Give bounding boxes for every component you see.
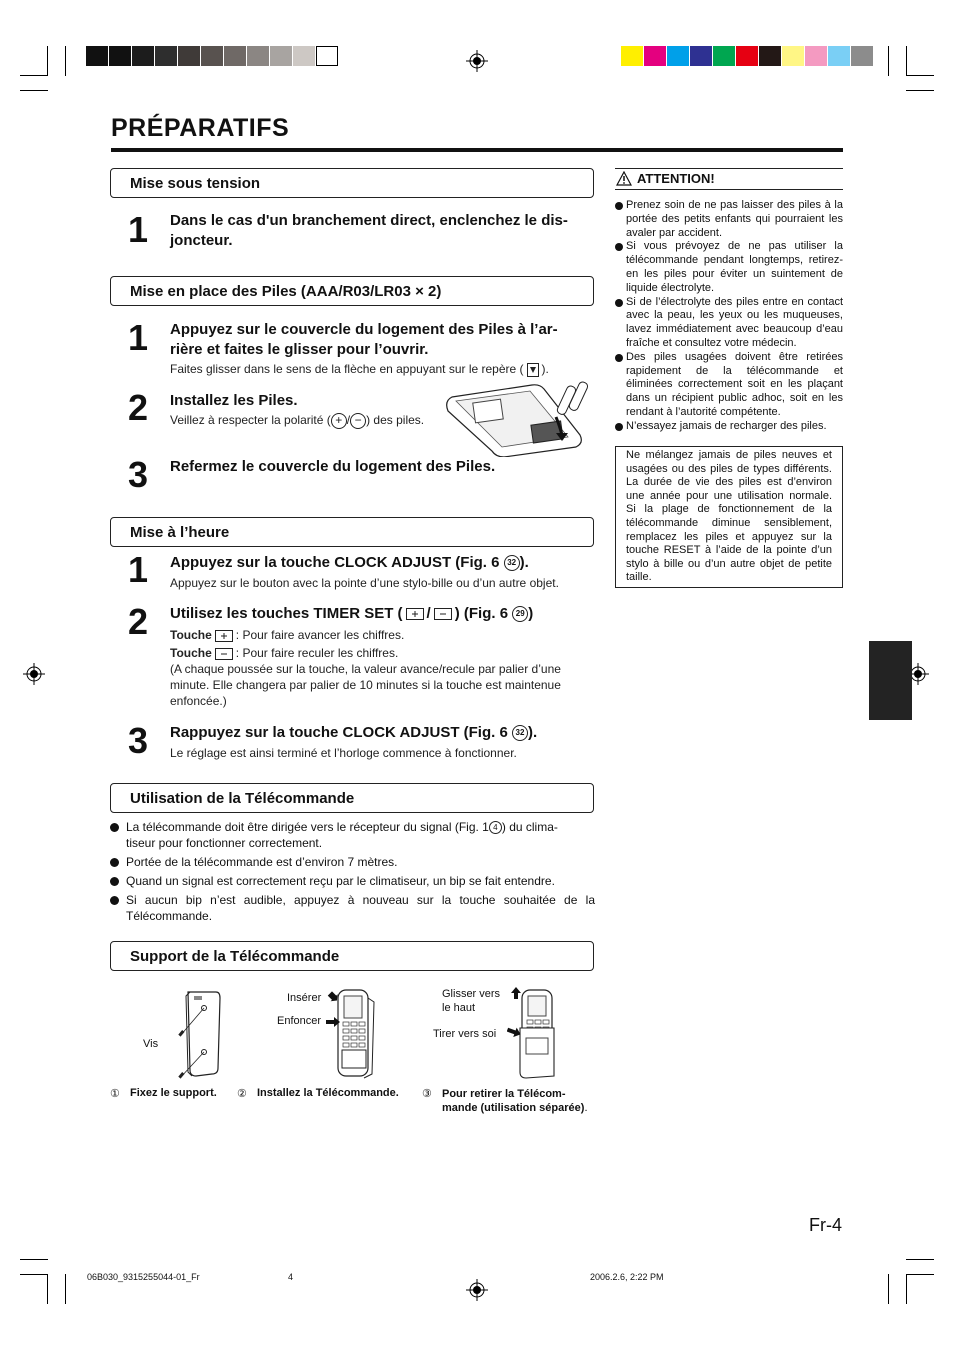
- color-swatch: [270, 46, 293, 66]
- crop-mark: [65, 46, 66, 76]
- attention-panel: [615, 168, 843, 434]
- color-swatch: [759, 46, 782, 66]
- color-swatch: [621, 46, 644, 66]
- step-note-paren: (A chaque poussée sur la touche, la valeur avance/recule par palier d’une minute. Elle changera par palier de 10 minutes si la touche est maintenue enfoncée.): [170, 662, 561, 708]
- language-tab: [869, 641, 912, 720]
- figure-caption: Pour retirer la Télécom- mande (utilisation séparée).: [442, 1088, 588, 1114]
- crop-mark: [906, 1274, 907, 1304]
- crop-mark: [888, 1274, 889, 1304]
- figure-label: Enfoncer: [277, 1015, 322, 1027]
- crop-mark: [47, 46, 48, 76]
- title-rule: [111, 148, 843, 152]
- plus-key-icon: [215, 630, 233, 642]
- section-heading-label: Mise à l’heure: [130, 524, 230, 541]
- step-title-line: joncteur.: [170, 232, 233, 249]
- minus-key-icon: [434, 608, 452, 620]
- section-heading-label: Support de la Télécommande: [130, 948, 340, 965]
- crop-mark: [65, 1274, 66, 1304]
- touche-minus-line: Touche : Pour faire reculer les chiffres.: [170, 646, 399, 660]
- crop-mark: [20, 1274, 48, 1275]
- color-swatch: [782, 46, 805, 66]
- section-heading-holder: [110, 941, 594, 971]
- warning-icon: [616, 171, 632, 186]
- crop-mark: [906, 90, 934, 91]
- step-note: Faites glisser dans le sens de la flèche en appuyant sur le repère ( ).: [170, 362, 549, 376]
- figure-label: Tirer vers soi: [433, 1028, 497, 1040]
- step-number: 2: [128, 601, 149, 642]
- step-title-line: rière et faites le glisser pour l’ouvrir.: [170, 341, 429, 358]
- slide-up-arrow-icon: [511, 987, 521, 999]
- grayscale-color-bar: [86, 46, 338, 66]
- process-color-bar: [621, 46, 874, 66]
- plus-key-icon: [406, 608, 424, 620]
- registration-mark-icon: [466, 1279, 488, 1301]
- section-heading-label: Mise en place des Piles (AAA/R03/LR03 × 2): [130, 283, 442, 300]
- crop-mark: [906, 46, 907, 76]
- figure-label: Vis: [143, 1038, 159, 1050]
- section-heading-label: Mise sous tension: [130, 175, 261, 192]
- page-title: PRÉPARATIFS: [111, 114, 290, 142]
- step-number: 3: [128, 454, 149, 495]
- section-heading-label: Utilisation de la Télécommande: [130, 790, 355, 807]
- bullet-icon: [615, 423, 623, 431]
- color-swatch: [132, 46, 155, 66]
- insert-arrow-icon: [326, 991, 338, 1003]
- step-title: [170, 320, 558, 360]
- bullet-icon: [110, 877, 119, 886]
- step-title: Utilisez les touches TIMER SET ( / ) (Fig. 6 29 ): [170, 605, 534, 622]
- crop-mark: [906, 1259, 934, 1260]
- bullet-icon: [615, 243, 623, 251]
- remote-battery-illustration: [444, 377, 596, 457]
- push-arrow-icon: [326, 1017, 340, 1027]
- step-title: Refermez le couvercle du logement des Piles.: [170, 458, 496, 475]
- figure-ref: 4: [489, 821, 502, 834]
- step-title: [170, 211, 568, 251]
- step-title-line: Dans le cas d'un branchement direct, enclenchez le dis-: [170, 212, 568, 229]
- color-swatch: [293, 46, 316, 66]
- step-note: Veillez à respecter la polarité ( + / − ) des piles.: [170, 412, 425, 427]
- step-number: 1: [128, 549, 149, 590]
- color-swatch: [805, 46, 828, 66]
- attention-list: [615, 199, 843, 434]
- figure-ref: 32: [504, 555, 520, 571]
- footer-date: 2006.2.6, 2:22 PM: [590, 1272, 664, 1282]
- list-item: Si aucun bip n’est audible, appuyez à nouveau sur la touche souhaitée de la Télécommande.: [110, 892, 595, 924]
- remote-in-holder-illustration: [334, 988, 378, 1080]
- crop-mark: [906, 75, 934, 76]
- step-title: Rappuyez sur la touche CLOCK ADJUST (Fig. 6 32 ).: [170, 724, 538, 741]
- pull-arrow-icon: [507, 1027, 521, 1037]
- caption-number: ①: [110, 1088, 120, 1100]
- step-note: Le réglage est ainsi terminé et l’horloge commence à fonctionner.: [170, 746, 517, 760]
- step-number: 1: [128, 317, 149, 358]
- color-swatch: [201, 46, 224, 66]
- figure-label: le haut: [442, 1002, 476, 1014]
- color-swatch: [828, 46, 851, 66]
- attention-item: Si vous prévoyez de ne pas utiliser la télécommande pendant longtemps, retirez-en les piles pour éviter un suintement de liquide électrolyte.: [615, 240, 843, 295]
- minus-key-icon: [215, 648, 233, 660]
- step-note: Appuyez sur le bouton avec la pointe d’une stylo-bille ou d’un autre objet.: [170, 576, 559, 590]
- color-swatch: [178, 46, 201, 66]
- color-swatch: [851, 46, 874, 66]
- step-title: Appuyez sur la touche CLOCK ADJUST (Fig. 6 32 ).: [170, 554, 529, 571]
- section-heading-batteries: [110, 276, 594, 306]
- remote-removal-illustration: [516, 988, 560, 1080]
- color-swatch: [155, 46, 178, 66]
- registration-mark-icon: [466, 50, 488, 72]
- color-swatch: [736, 46, 759, 66]
- crop-mark: [888, 46, 889, 76]
- figure-label: Glisser vers: [442, 988, 501, 1000]
- bullet-icon: [110, 858, 119, 867]
- down-arrow-mark-icon: [527, 363, 539, 377]
- step-number: 1: [128, 209, 149, 250]
- step-number: 2: [128, 387, 149, 428]
- list-item: Portée de la télécommande est d’environ 7 mètres.: [110, 854, 595, 870]
- bullet-icon: [110, 823, 119, 832]
- step-title-line: Appuyez sur le couvercle du logement des Piles à l’ar-: [170, 321, 558, 338]
- footer-filename: 06B030_9315255044-01_Fr: [87, 1272, 200, 1282]
- section-heading-clock: [110, 517, 594, 547]
- step-number: 3: [128, 720, 149, 761]
- color-swatch: [713, 46, 736, 66]
- registration-mark-icon: [23, 663, 45, 685]
- touche-plus-line: Touche : Pour faire avancer les chiffres.: [170, 628, 405, 642]
- attention-title: ATTENTION!: [637, 171, 715, 186]
- figure-ref: 29: [512, 606, 528, 622]
- crop-mark: [20, 75, 48, 76]
- crop-mark: [906, 1274, 934, 1275]
- step-title: Installez les Piles.: [170, 392, 298, 409]
- section-heading-usage: [110, 783, 594, 813]
- color-swatch: [86, 46, 109, 66]
- color-swatch: [224, 46, 247, 66]
- caption-number: ②: [237, 1088, 247, 1100]
- holder-bracket-illustration: [160, 988, 222, 1084]
- color-swatch: [247, 46, 270, 66]
- plus-polarity-icon: +: [331, 413, 347, 429]
- crop-mark: [20, 1259, 48, 1260]
- attention-item: Des piles usagées doivent être retirées rapidement de la télécommande et éliminées correctement soit en les plaçant dans un récipient public adhoc, soit en les rendant à l’autorité compétente.: [615, 351, 843, 420]
- figure-label: Insérer: [287, 992, 322, 1004]
- page-number: Fr-4: [809, 1215, 842, 1235]
- color-swatch: [109, 46, 132, 66]
- color-swatch: [667, 46, 690, 66]
- attention-item: Prenez soin de ne pas laisser des piles à la portée des petits enfants qui pourraient les avaler par accident.: [615, 199, 843, 240]
- footer-page: 4: [288, 1272, 294, 1282]
- minus-polarity-icon: −: [350, 413, 366, 429]
- caption-number: ③: [422, 1088, 432, 1100]
- attention-header: [615, 168, 843, 190]
- bullet-icon: [615, 354, 623, 362]
- bullet-icon: [615, 202, 623, 210]
- attention-item: N’essayez jamais de recharger des piles.: [615, 420, 843, 434]
- figure-caption: Installez la Télécommande.: [257, 1087, 399, 1099]
- section-heading-power: [110, 168, 594, 198]
- battery-note-box: Ne mélangez jamais de piles neuves et usagées ou des piles de types différents. La durée de vie des piles est d’environ une année pour une utilisation normale. Si la plage de fonctionnement de la télécommande diminue sensiblement, remplacez les piles et appuyez sur la touche RESET à l’aide de la pointe d’un stylo à bille ou d’un autre objet de petite taille.: [615, 446, 843, 588]
- attention-item: Si de l’électrolyte des piles entre en contact avec la peau, les yeux ou les muqueuses, lavez immédiatement avec beaucoup d’eau fraîche et consultez votre médecin.: [615, 296, 843, 351]
- list-item: La télécommande doit être dirigée vers le récepteur du signal (Fig. 1 4 ) du clima- tiseur pour fonctionner correctement.: [110, 819, 595, 851]
- list-item: Quand un signal est correctement reçu par le climatiseur, un bip se fait entendre.: [110, 873, 595, 889]
- figure-ref: 32: [512, 725, 528, 741]
- color-swatch: [690, 46, 713, 66]
- crop-mark: [47, 1274, 48, 1304]
- color-swatch: [644, 46, 667, 66]
- bullet-icon: [110, 896, 119, 905]
- bullet-icon: [615, 299, 623, 307]
- crop-mark: [20, 90, 48, 91]
- color-swatch: [316, 46, 338, 66]
- figure-caption: Fixez le support.: [130, 1087, 217, 1099]
